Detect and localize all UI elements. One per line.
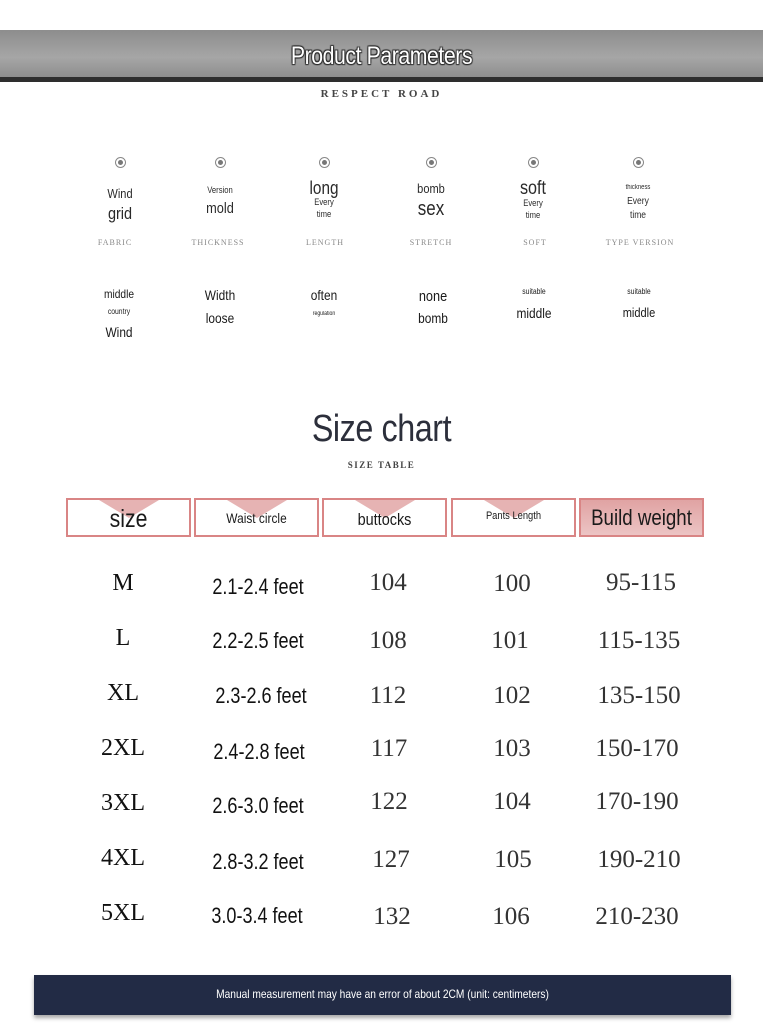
cell-waist: 3.0-3.4 feet (211, 903, 303, 928)
cell-pants-length: 100 (493, 570, 531, 597)
cell-build-weight: 210-230 (595, 903, 679, 930)
param-length (269, 155, 379, 219)
param-label: Version (207, 185, 233, 195)
param-label: mold (206, 200, 234, 218)
param-value: middle (103, 287, 135, 301)
cell-buttocks: 108 (369, 627, 407, 654)
param-value: suitable (627, 287, 651, 296)
cell-buttocks: 117 (370, 735, 408, 762)
radio-bullet-icon (528, 157, 539, 168)
param-label: time (316, 209, 332, 220)
param-thickness (165, 155, 275, 218)
param-value: suitable (522, 287, 546, 296)
cell-build-weight: 150-170 (595, 735, 679, 762)
param-stretch (376, 155, 486, 221)
cell-size: M (112, 570, 134, 596)
cell-pants-length: 103 (493, 735, 531, 762)
cell-buttocks: 112 (369, 682, 407, 709)
cell-pants-length: 104 (493, 788, 531, 815)
cell-waist: 2.8-3.2 feet (212, 849, 304, 874)
param-value-thickness (165, 287, 275, 326)
param-label: long (309, 178, 339, 198)
page-title: Product Parameters (290, 42, 473, 70)
param-value: Width (204, 287, 236, 303)
cell-size: 3XL (101, 790, 145, 816)
param-value-fabric (64, 287, 174, 340)
param-value-type-version (584, 287, 694, 320)
cell-size: XL (107, 680, 139, 706)
header-label: buttocks (357, 510, 412, 529)
radio-bullet-icon (319, 157, 330, 168)
param-value: none (418, 288, 448, 305)
header-label: Waist circle (226, 510, 287, 526)
header-label: Pants Length (485, 510, 542, 522)
banner-divider (0, 77, 763, 82)
cell-waist: 2.2-2.5 feet (212, 628, 304, 653)
cell-waist: 2.3-2.6 feet (215, 683, 307, 708)
size-chart-subtitle: SIZE TABLE (347, 460, 416, 470)
param-value-stretch (378, 287, 488, 326)
brand-subtitle: RESPECT ROAD (320, 88, 443, 100)
param-fabric (65, 155, 175, 223)
param-value: middle (516, 305, 552, 321)
header-buttocks (322, 498, 447, 537)
param-label: bomb (417, 181, 445, 196)
param-key-type-version: TYPE VERSION (605, 238, 675, 247)
header-size (66, 498, 191, 537)
radio-bullet-icon (426, 157, 437, 168)
cell-size: 5XL (101, 900, 145, 926)
header-pants-length (451, 498, 576, 537)
param-label: Every (314, 196, 334, 207)
cell-buttocks: 104 (369, 569, 407, 596)
param-key-fabric: FABRIC (97, 238, 133, 247)
radio-bullet-icon (633, 157, 644, 168)
param-key-length: LENGTH (306, 238, 344, 247)
radio-bullet-icon (215, 157, 226, 168)
param-label: Every (627, 196, 649, 208)
param-label: Wind (107, 186, 133, 201)
param-value: Wind (105, 324, 133, 340)
cell-pants-length: 106 (492, 903, 530, 930)
cell-waist: 2.1-2.4 feet (212, 574, 304, 599)
size-chart-title: Size chart (311, 408, 452, 450)
param-label: time (629, 209, 647, 221)
cell-buttocks: 122 (370, 788, 408, 815)
param-value: bomb (418, 310, 448, 326)
cell-build-weight: 95-115 (606, 569, 676, 596)
header-build-weight (579, 498, 704, 537)
param-key-soft: SOFT (523, 238, 547, 247)
cell-pants-length: 101 (491, 627, 529, 654)
cell-waist: 2.4-2.8 feet (213, 739, 305, 764)
cell-build-weight: 170-190 (595, 788, 679, 815)
param-label: thickness (625, 184, 651, 191)
param-value: country (107, 307, 131, 316)
cell-waist: 2.6-3.0 feet (212, 793, 304, 818)
cell-buttocks: 132 (373, 903, 411, 930)
cell-build-weight: 115-135 (597, 627, 681, 654)
param-label: time (525, 210, 541, 221)
param-label: Every (523, 197, 543, 208)
param-type-version (583, 155, 693, 221)
param-value: loose (205, 310, 235, 326)
header-waist (194, 498, 319, 537)
param-label: grid (107, 203, 133, 223)
cell-buttocks: 127 (372, 846, 410, 873)
param-value: regulation (312, 311, 336, 317)
param-key-stretch: STRETCH (409, 238, 453, 247)
param-label: sex (417, 197, 445, 220)
param-label: soft (519, 178, 547, 199)
cell-size: 2XL (101, 735, 145, 761)
cell-pants-length: 102 (493, 682, 531, 709)
header-label: size (109, 505, 148, 533)
param-value: often (310, 287, 338, 303)
param-soft (478, 155, 588, 221)
param-value-soft (479, 287, 589, 321)
cell-pants-length: 105 (494, 846, 532, 873)
param-value-length (269, 287, 379, 317)
cell-size: 4XL (101, 845, 145, 871)
radio-bullet-icon (115, 157, 126, 168)
cell-size: L (115, 625, 131, 651)
cell-build-weight: 135-150 (597, 682, 681, 709)
param-key-thickness: THICKNESS (191, 238, 245, 247)
cell-build-weight: 190-210 (597, 846, 681, 873)
footer-note-bar (34, 975, 731, 1015)
param-value: middle (622, 305, 656, 320)
measurement-note: Manual measurement may have an error of about 2CM (unit: centimeters) (216, 987, 549, 1001)
header-label: Build weight (591, 505, 692, 530)
